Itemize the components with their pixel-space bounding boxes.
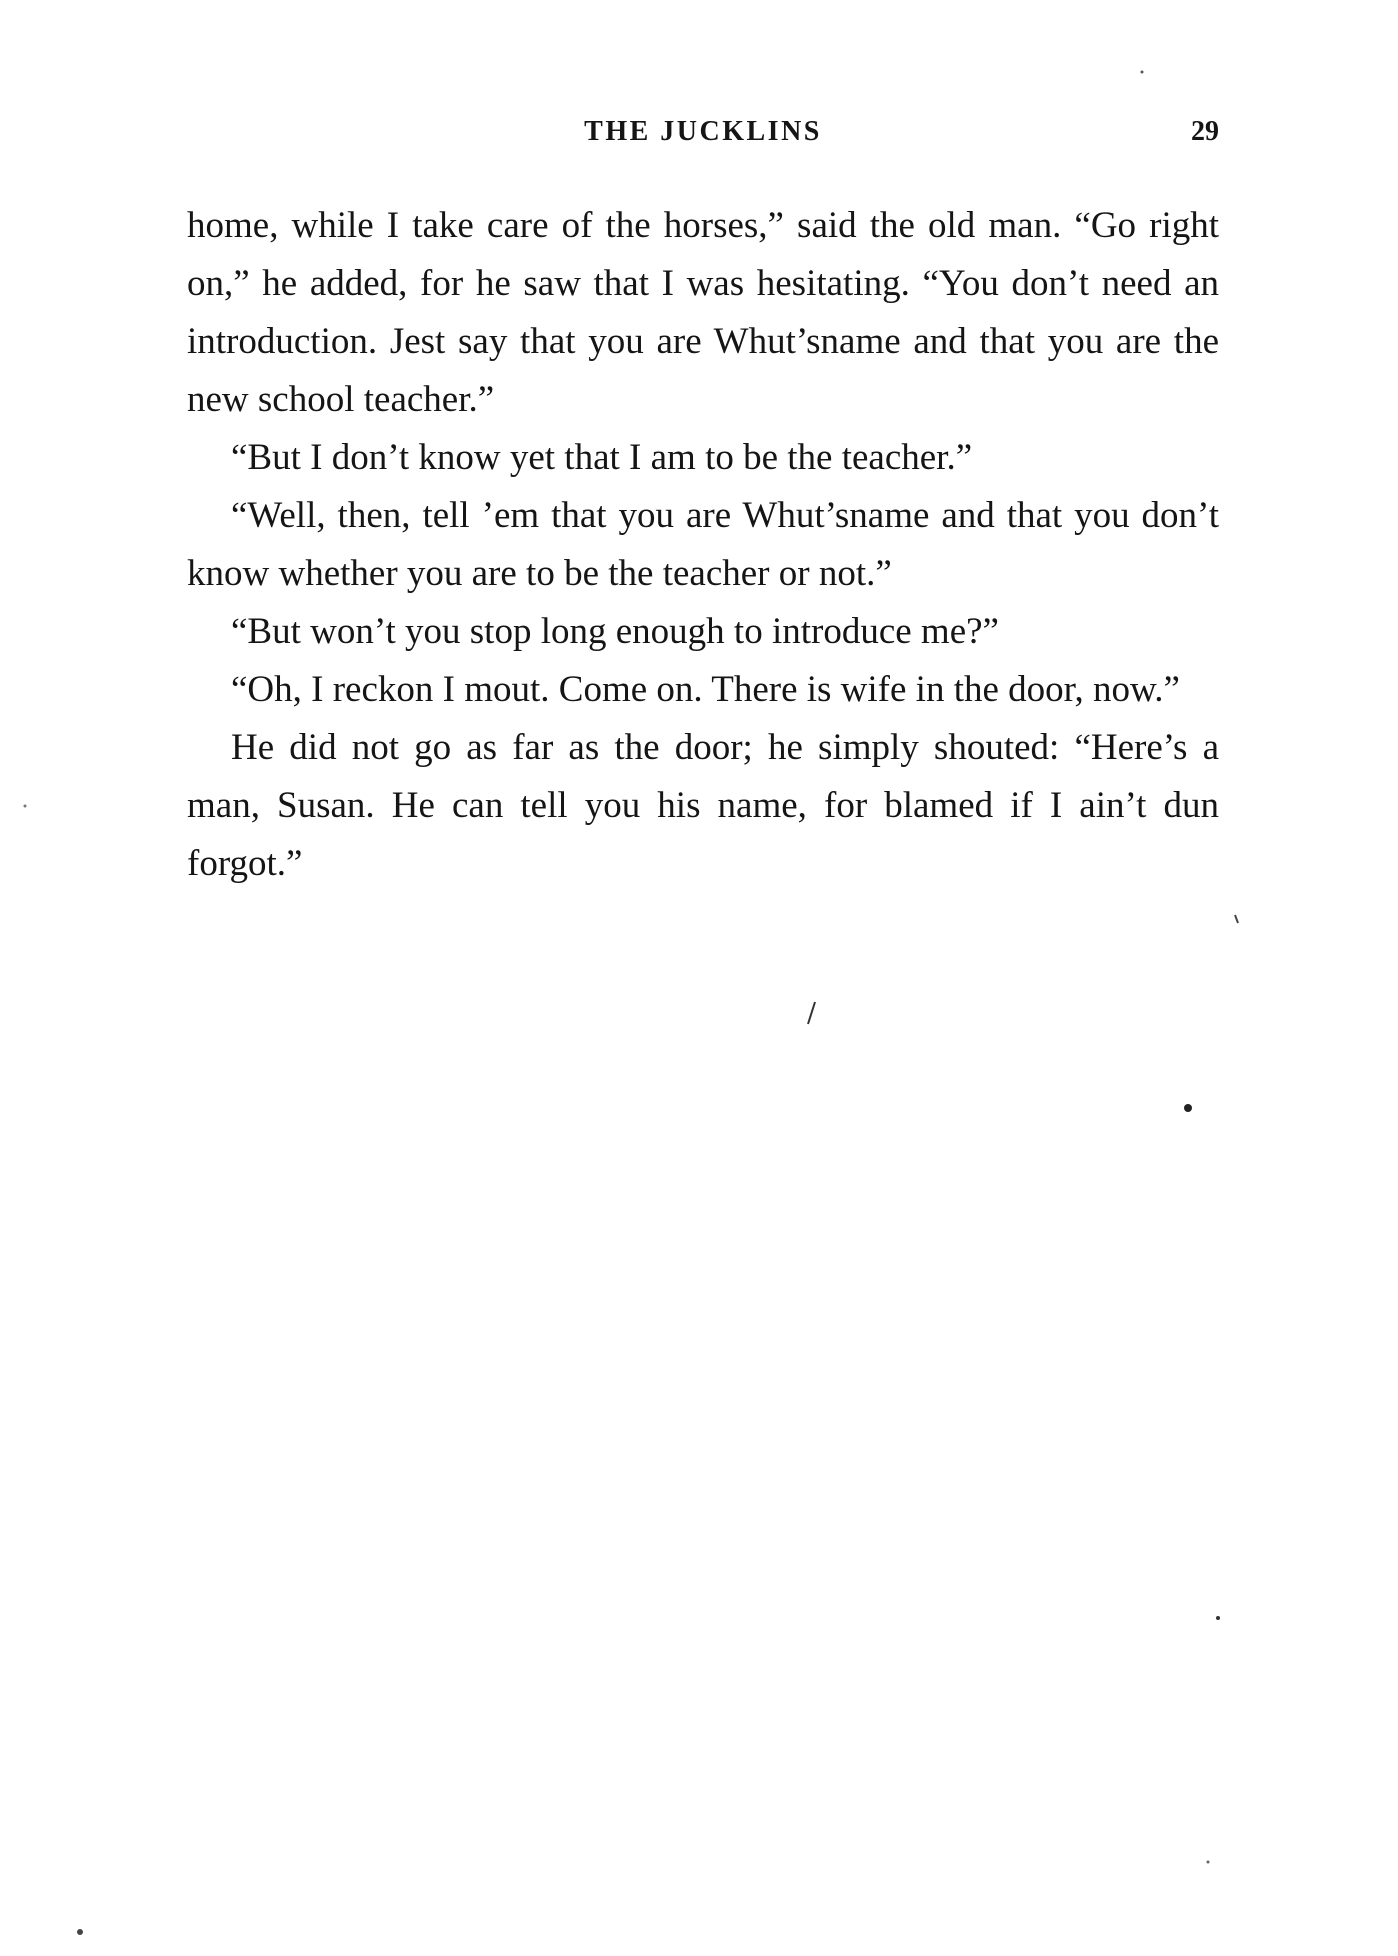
paragraph-2: “But I don’t know yet that I am to be the teacher.”	[231, 437, 973, 478]
paragraph-4: “But won’t you stop long enough to introduce me?”	[231, 611, 999, 652]
paragraph-6: He did not go as far as the door; he simply shouted: “Here’s a man, Susan. He can tell you his name, for blamed if I ain’t dun forgot.”	[187, 727, 1219, 884]
running-head	[187, 112, 1219, 152]
body-text	[187, 197, 1219, 893]
paragraph-5: “Oh, I reckon I mout. Come on. There is wife in the door, now.”	[231, 669, 1180, 710]
paragraph-3: “Well, then, tell ’em that you are Whut’sname and that you don’t know whether you are to be the teacher or not.”	[187, 495, 1219, 594]
paragraph-1: home, while I take care of the horses,” said the old man. “Go right on,” he added, for he saw that I was hesitating. “You don’t need an introduction. Jest say that you are Whut’sname and that you are the new school teacher.”	[187, 205, 1219, 420]
running-title: THE JUCKLINS	[584, 116, 822, 147]
page-number: 29	[1191, 116, 1219, 147]
